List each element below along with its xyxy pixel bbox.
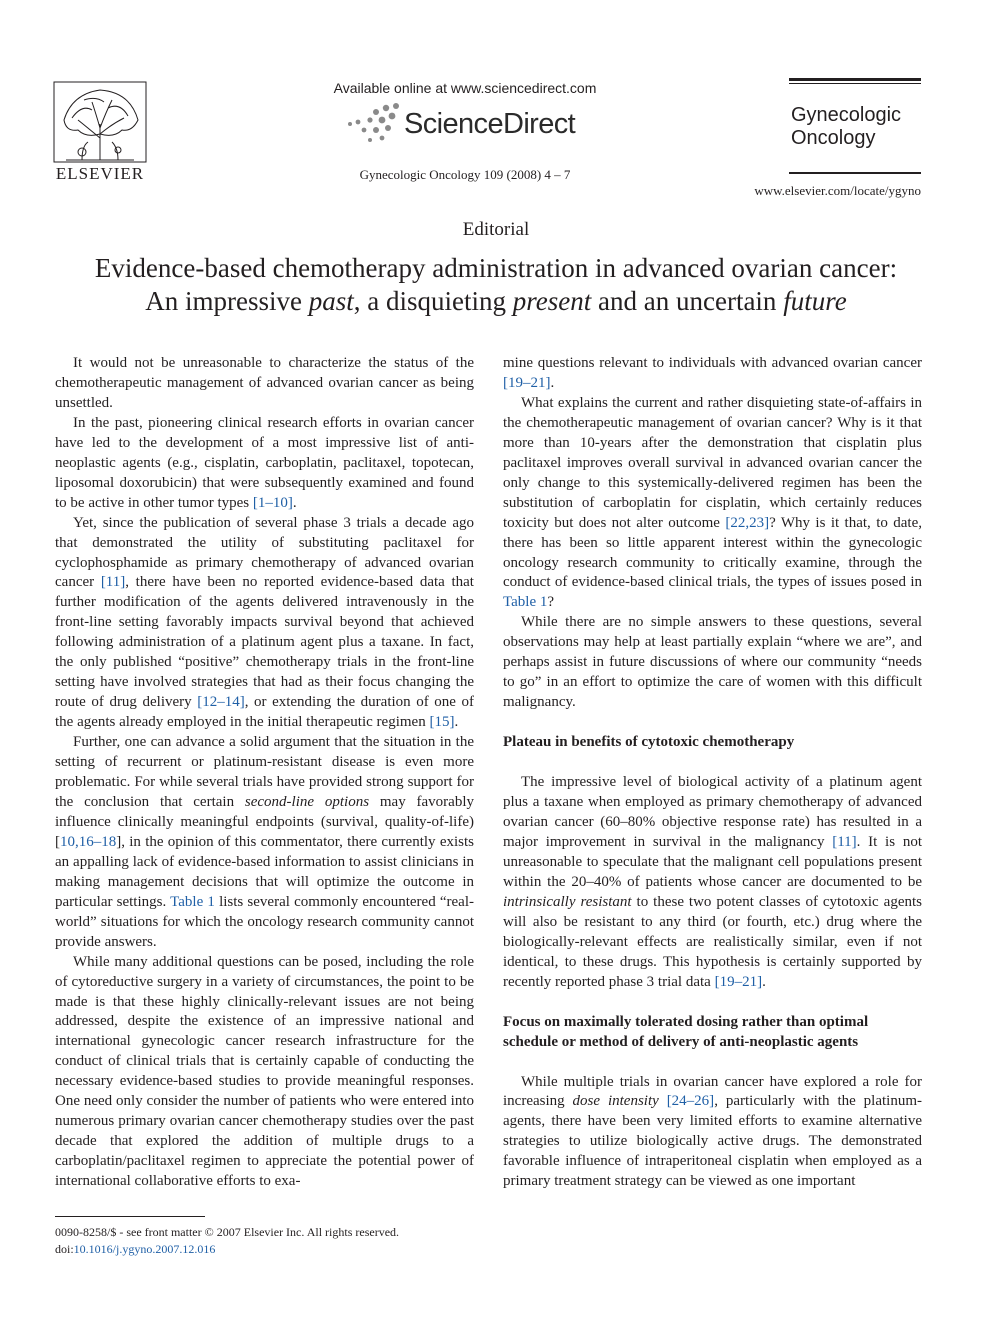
paragraph (503, 773, 922, 992)
masthead-rule-bottom (789, 172, 921, 174)
text: . (292, 494, 297, 511)
title-emphasis-future: future (783, 286, 847, 316)
reference-link[interactable]: [12–14] (197, 694, 245, 711)
reference-link[interactable]: [24–26] (666, 1093, 715, 1110)
title-emphasis-present: present (512, 286, 592, 316)
footer-notice (55, 1224, 399, 1258)
title-line-2-part: , a disquieting (353, 286, 513, 316)
paragraph: It would not be unreasonable to characterize the status of the chemotherapeutic management of advanced ovarian cancer as being unsettled. (55, 355, 474, 411)
doi-link[interactable]: 10.1016/j.ygyno.2007.12.016 (73, 1242, 216, 1256)
journal-name-line2: Oncology (791, 127, 876, 149)
reference-link[interactable]: [19–21] (503, 374, 551, 391)
title-line-2-part: An impressive (145, 286, 309, 316)
paragraph (503, 1073, 922, 1193)
text: lists several commonly encountered “real-world” situations for which the oncology research community cannot provide answers. (55, 893, 474, 950)
available-online-text[interactable]: Available online at www.sciencedirect.com (333, 80, 597, 96)
section-heading: Focus on maximally tolerated dosing rather than optimal schedule or method of delivery of anti-neoplastic agents (503, 1013, 869, 1050)
text: In the past, pioneering clinical research efforts in ovarian cancer have led to the development of a most impressive list of anti-neoplastic agents (e.g., cisplatin, carboplatin, paclitaxel, topotecan, liposomal doxorubicin) that were subsequently examined and found to be active in other tumor types (55, 414, 474, 511)
text: ? (547, 594, 555, 611)
text: may favorably influence clinically meaningful endpoints (survival, quality-of-life) [ (55, 793, 474, 850)
text: . (762, 973, 766, 990)
title-emphasis-past: past (308, 286, 354, 316)
paragraph (503, 394, 922, 613)
sciencedirect-wordmark: ScienceDirect (404, 108, 576, 140)
masthead-rule-top-thin (789, 83, 921, 84)
paragraph: While there are no simple answers to these questions, several observations may help at least partially explain “where we are”, and perhaps assist in future discussions of where our community “needs to go” in an effort to optimize the care of women with this difficult malignancy. (503, 614, 922, 711)
title-line-2-part: and an uncertain (591, 286, 784, 316)
emphasis: second-line options (244, 793, 370, 810)
text: The impressive level of biological activity of a platinum agent plus a taxane when employed as primary chemotherapy of advanced ovarian cancer (60–80% objective response rate) has resulted in a major improvement in survival in the malignancy (503, 774, 922, 850)
text: While multiple trials in ovarian cancer have explored a role for increasing (503, 1073, 922, 1110)
text: ? Why is it that, to date, there has been so little apparent interest within the gynecologic oncology research community to critically examine, through the conduct of evidence-based clinical trials, the types of issues posed in (503, 514, 922, 591)
paragraph (503, 354, 922, 394)
journal-url-link[interactable]: www.elsevier.com/locate/ygyno (754, 183, 921, 198)
paragraph: While many additional questions can be posed, including the role of cytoreductive surgery in a variety of circumstances, the point to be made is that these highly clinically-relevant issues are not being addressed, despite the existence of an impressive national and international gynecologic cancer research infrastructure for the conduct of clinical trials that is certainly capable of conducting the necessary evidence-based studies to provide meaningful responses. One need only consider the number of patients who were entered into numerous primary ovarian cancer chemotherapy studies over the past decade that explored the addition of multiple drugs to a carboplatin/paclitaxel regimen to appreciate the potential power of international collaborative efforts to exa- (55, 953, 474, 1190)
section-heading: Plateau in benefits of cytotoxic chemotherapy (503, 734, 795, 751)
sciencedirect-dots-icon (346, 100, 406, 146)
journal-citation: Gynecologic Oncology 109 (2008) 4 – 7 (359, 167, 571, 182)
doi-prefix: doi: (55, 1242, 74, 1256)
article-title (30, 252, 962, 318)
reference-link[interactable]: [11] (100, 574, 126, 591)
text: , particularly with the platinum-agents, there have been very limited efforts to examine alternative strategies to utilize biologically active drugs. The demonstrated favorable influence of intraperitoneal cisplatin when employed as a primary treatment strategy can be viewed as one important (503, 1093, 923, 1190)
left-column (55, 354, 474, 1192)
article-type: Editorial (462, 219, 530, 240)
text: . It is not unreasonable to speculate that the malignant cell populations present within the 20–40% of patients whose cancer are documented to be (503, 833, 922, 890)
text: Further, one can advance a solid argument that the situation in the setting of recurrent or platinum-resistant disease is even more problematic. For while several trials have provided strong support for the conclusion that certain (55, 734, 474, 810)
paragraph (55, 514, 474, 733)
paragraph (55, 733, 474, 952)
paragraph (55, 414, 474, 514)
table-link[interactable]: Table 1 (503, 594, 548, 611)
text: to these two potent classes of cytotoxic agents will also be resistant to any third (or fourth, etc.) drug where the biologically-relevant effects are realistically similar, even if not identical, to these drugs. This hypothesis is certainly supported by recently reported phase 3 trial data (503, 893, 922, 990)
text: , or extending the duration of one of the agents already employed in the initial therapeutic regimen (55, 694, 474, 731)
text: Yet, since the publication of several phase 3 trials a decade ago that demonstrated the utility of substituting paclitaxel for cyclophosphamide as primary chemotherapy of advanced ovarian cancer (55, 514, 474, 591)
masthead-rule-top (789, 78, 921, 81)
text: ], in the opinion of this commentator, there currently exists an appalling lack of evidence-based information to assist clinicians in making management decisions that will optimize the outcome in particular settings. (55, 833, 474, 910)
text: mine questions relevant to individuals with advanced ovarian cancer (503, 355, 922, 371)
emphasis: intrinsically resistant (503, 893, 632, 910)
reference-link[interactable]: [22,23] (725, 514, 770, 531)
reference-link[interactable]: [15] (429, 714, 455, 731)
reference-link[interactable]: 10,16–18 (60, 833, 117, 850)
footer-rule (55, 1216, 205, 1217)
right-column (503, 354, 922, 1192)
text: . (550, 374, 555, 391)
emphasis: dose intensity (572, 1093, 659, 1110)
journal-name (791, 104, 921, 150)
text: What explains the current and rather disquieting state-of-affairs in the chemotherapeutic management of ovarian cancer? Why is it that more than 10-years after the demonstration that cisplatin plus paclitaxel improves overall survival in advanced ovarian cancer the only change to this systemically-delivered regimen has been the substitution of carboplatin for cisplatin, which certainly reduces toxicity but does not alter outcome (503, 394, 922, 531)
journal-masthead (789, 78, 921, 174)
reference-link[interactable]: [11] (832, 833, 857, 850)
reference-link[interactable]: [1–10] (252, 494, 293, 511)
reference-link[interactable]: [19–21] (714, 973, 763, 990)
text (659, 1093, 667, 1109)
publisher-name: ELSEVIER (55, 164, 145, 183)
journal-name-line1: Gynecologic (791, 104, 902, 126)
copyright-line: 0090-8258/$ - see front matter © 2007 Elsevier Inc. All rights reserved. (55, 1225, 400, 1239)
table-link[interactable]: Table 1 (170, 893, 215, 910)
text: , there have been no reported evidence-based data that further modification of the agents delivered intravenously in the front-line setting favorably impacts survival beyond that achieved following administration of a platinum agent plus a taxane. In fact, the only published “positive” chemotherapy trials in the front-line setting have involved strategies that had as their focus changing the route of drug delivery (55, 574, 474, 711)
doi-line (55, 1241, 399, 1258)
text: . (454, 714, 459, 731)
title-line-1: Evidence-based chemotherapy administration in advanced ovarian cancer: (94, 253, 898, 283)
